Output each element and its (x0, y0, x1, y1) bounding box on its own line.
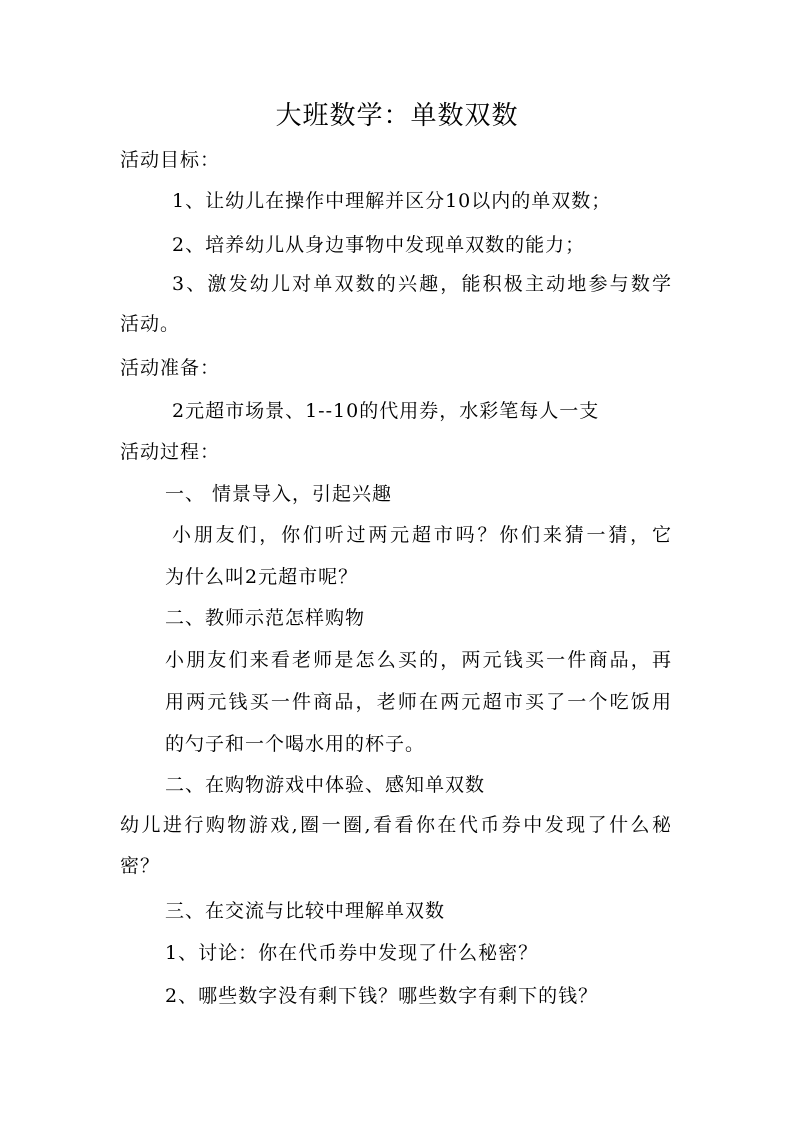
step-2-line-3: 的勺子和一个喝水用的杯子。 (165, 733, 426, 755)
goal-item-2: 2、培养幼儿从身边事物中发现单双数的能力； (172, 234, 586, 256)
step-1-line-2: 为什么叫2元超市呢？ (165, 566, 359, 588)
step-2-line-1: 小朋友们来看老师是怎么买的，两元钱买一件商品，再 (165, 649, 672, 671)
step-2-title: 二、教师示范怎样购物 (165, 607, 366, 629)
step-4-title: 三、在交流与比较中理解单双数 (165, 900, 446, 922)
step-4-line-2: 2、哪些数字没有剩下钱？哪些数字有剩下的钱？ (165, 985, 599, 1007)
prep-heading: 活动准备： (120, 357, 221, 379)
step-1-title: 一、 情景导入，引起兴趣 (165, 483, 393, 505)
goal-item-1: 1、让幼儿在操作中理解并区分10以内的单双数； (172, 190, 612, 212)
step-1-line-1: 小朋友们，你们听过两元超市吗？你们来猜一猜，它 (172, 524, 672, 546)
goal-item-3-continued: 活动。 (120, 313, 181, 335)
goals-heading: 活动目标： (120, 149, 221, 171)
process-heading: 活动过程： (120, 441, 221, 463)
step-3-line-2: 密？ (120, 855, 161, 877)
step-3-line-1: 幼儿进行购物游戏,圈一圈,看看你在代币券中发现了什么秘 (120, 814, 672, 836)
prep-text: 2元超市场景、1--10的代用券，水彩笔每人一支 (172, 400, 600, 422)
page-title: 大班数学：单数双数 (275, 101, 519, 131)
step-4-line-1: 1、讨论：你在代币券中发现了什么秘密？ (165, 942, 539, 964)
step-2-line-2: 用两元钱买一件商品，老师在两元超市买了一个吃饭用 (165, 691, 672, 713)
goal-item-3: 3、激发幼儿对单双数的兴趣，能积极主动地参与数学 (172, 273, 672, 295)
step-3-title: 二、在购物游戏中体验、感知单双数 (165, 774, 486, 796)
